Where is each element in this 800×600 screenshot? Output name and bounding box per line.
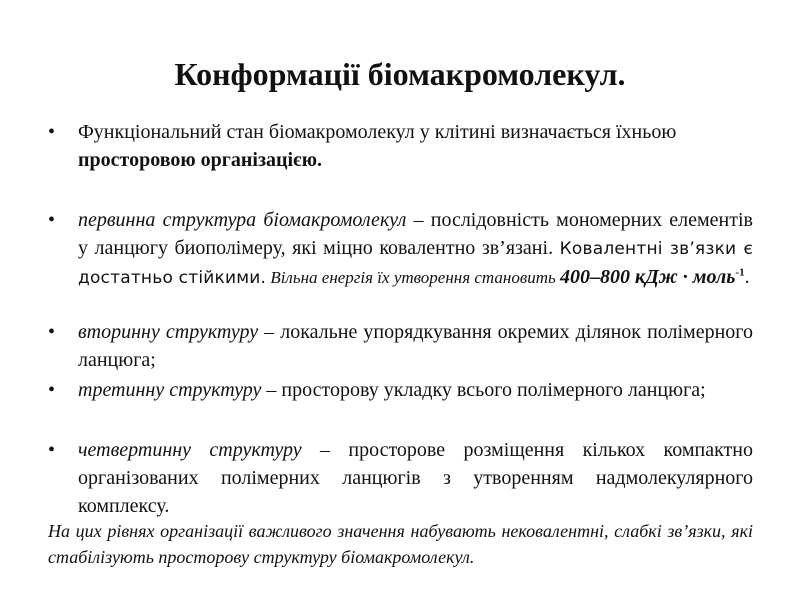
bullet-tertiary-structure	[48, 376, 753, 404]
bullet-marker: •	[48, 379, 56, 401]
bullet-marker: •	[48, 209, 56, 231]
footnote: На цих рівнях організації важливого значення набувають нековалентні, слабкі зв’язки, які стабілізують просторову структуру біомакромолекул.	[48, 521, 753, 567]
bullet-italic-text: Вільна енергія їх утворення становить	[266, 268, 560, 287]
bullet-functional-state	[48, 118, 753, 174]
bullet-term: первинна структура біомакромолекул	[78, 209, 407, 231]
bullet-text: – просторове розміщення кількох компактно організованих полімерних ланцюгів з утворенням надмолекулярного комплексу.	[78, 439, 753, 517]
energy-value: 400–800 кДж · моль	[559, 266, 736, 288]
bullet-secondary-structure	[48, 318, 753, 374]
bullet-term: четвертинну структуру	[78, 439, 302, 461]
bullet-text: – послідовність мономерних елементів у ланцюгу биополімеру, які міцно ковалентно зв’язані.	[78, 209, 753, 259]
bullet-quaternary-structure	[48, 436, 753, 520]
bullet-term: вторинну структуру	[78, 321, 259, 343]
slide-title: Конформації біомакромолекул.	[174, 56, 626, 92]
bullet-text: Функціональний стан біомакромолекул у клітині визначається їхньою	[78, 121, 677, 143]
bullet-text: – локальне упорядкування окремих ділянок полімерного ланцюга;	[78, 321, 753, 371]
energy-exponent: -1	[735, 266, 745, 279]
bullet-marker: •	[48, 121, 56, 143]
bullet-sans-text: Ковалентні зв’язки є достатньо стійкими.	[78, 239, 753, 288]
bullet-marker: •	[48, 321, 56, 343]
bullet-bold-text: просторовою організацією.	[78, 149, 322, 171]
bullet-end: .	[744, 266, 750, 288]
bullet-term: третинну структуру	[78, 379, 262, 401]
bullet-primary-structure	[48, 206, 753, 292]
bullet-marker: •	[48, 439, 56, 461]
bullet-text: – просторову укладку всього полімерного ланцюга;	[261, 379, 706, 401]
